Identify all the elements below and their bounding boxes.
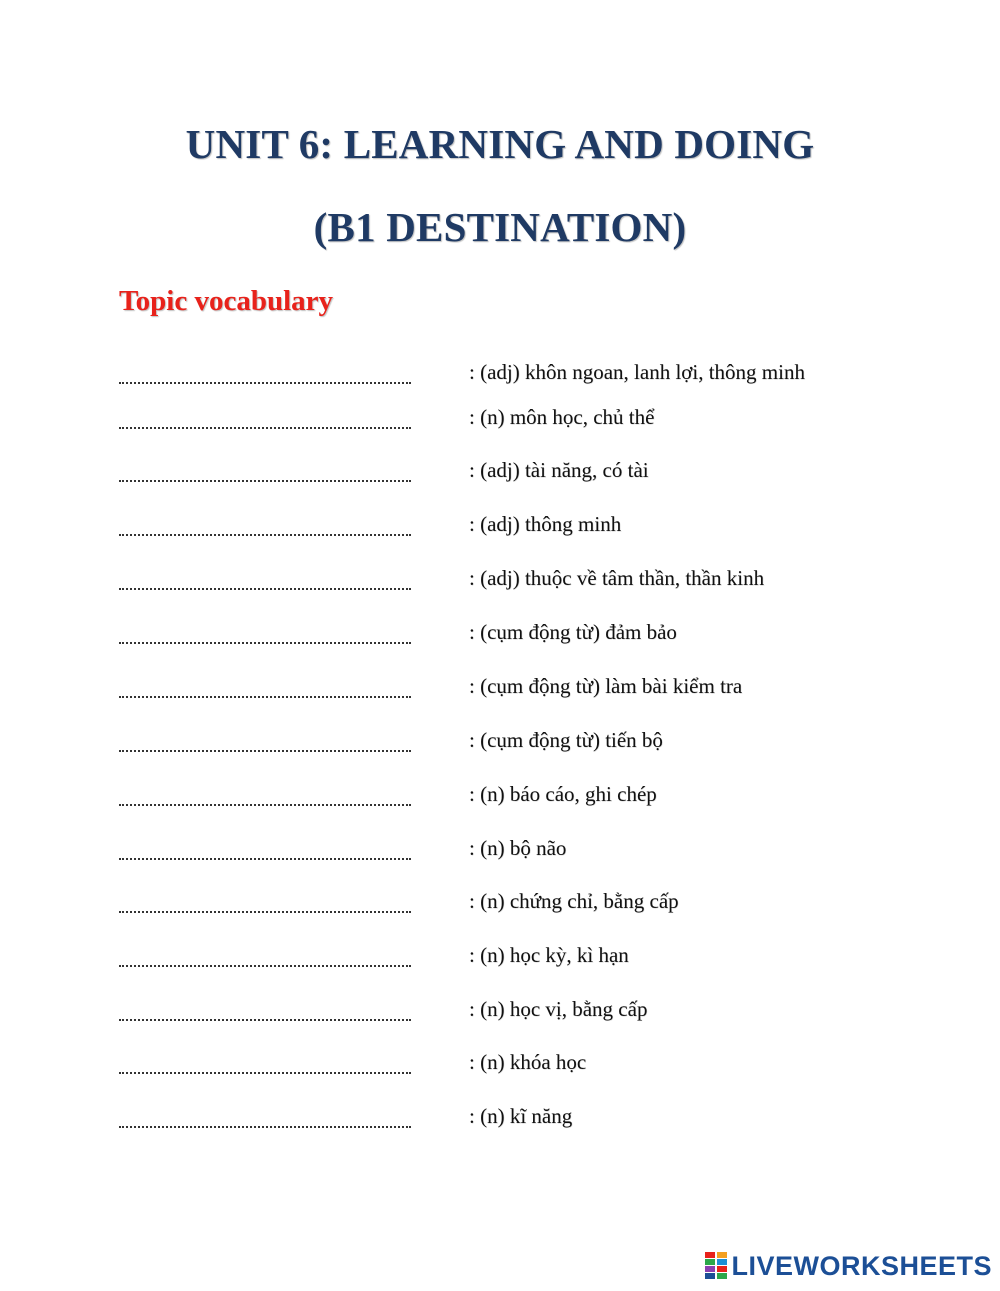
answer-blank[interactable] — [119, 620, 411, 644]
vocab-meaning: : (n) học kỳ, kì hạn — [469, 943, 629, 967]
answer-blank[interactable] — [119, 458, 411, 482]
vocab-meaning: : (n) kĩ năng — [469, 1104, 573, 1128]
vocab-row — [0, 512, 1000, 542]
vocab-row — [0, 943, 1000, 973]
answer-blank[interactable] — [119, 728, 411, 752]
vocab-row — [0, 405, 1000, 435]
vocab-meaning: : (n) môn học, chủ thể — [469, 405, 655, 429]
answer-blank[interactable] — [119, 674, 411, 698]
answer-blank[interactable] — [119, 566, 411, 590]
vocab-row — [0, 889, 1000, 919]
logo-text: LIVEWORKSHEETS — [731, 1250, 992, 1281]
vocab-row — [0, 728, 1000, 758]
answer-blank[interactable] — [119, 997, 411, 1021]
vocab-row — [0, 997, 1000, 1027]
vocab-row — [0, 1050, 1000, 1080]
answer-blank[interactable] — [119, 836, 411, 860]
vocab-meaning: : (cụm động từ) đảm bảo — [469, 620, 677, 644]
vocab-row — [0, 836, 1000, 866]
section-heading: Topic vocabulary — [119, 285, 334, 317]
answer-blank[interactable] — [119, 782, 411, 806]
vocab-meaning: : (adj) khôn ngoan, lanh lợi, thông minh — [469, 360, 805, 384]
vocab-meaning: : (adj) tài năng, có tài — [469, 458, 649, 482]
vocab-row — [0, 458, 1000, 488]
vocab-row — [0, 566, 1000, 596]
vocab-meaning: : (n) báo cáo, ghi chép — [469, 782, 657, 806]
vocab-meaning: : (cụm động từ) làm bài kiểm tra — [469, 674, 743, 698]
vocab-row — [0, 360, 1000, 390]
vocab-meaning: : (n) chứng chỉ, bằng cấp — [469, 889, 679, 913]
vocab-meaning: : (n) khóa học — [469, 1050, 587, 1074]
vocab-row — [0, 1104, 1000, 1134]
vocab-meaning: : (n) bộ não — [469, 836, 567, 860]
answer-blank[interactable] — [119, 1050, 411, 1074]
vocab-row — [0, 674, 1000, 704]
liveworksheets-logo — [705, 1251, 992, 1281]
vocab-meaning: : (n) học vị, bằng cấp — [469, 997, 648, 1021]
answer-blank[interactable] — [119, 889, 411, 913]
answer-blank[interactable] — [119, 943, 411, 967]
answer-blank[interactable] — [119, 405, 411, 429]
vocab-row — [0, 620, 1000, 650]
liveworksheets-logo-icon — [705, 1252, 727, 1280]
vocab-meaning: : (cụm động từ) tiến bộ — [469, 728, 663, 752]
answer-blank[interactable] — [119, 360, 411, 384]
vocab-meaning: : (adj) thuộc về tâm thần, thần kinh — [469, 566, 765, 590]
vocab-row — [0, 782, 1000, 812]
page-title: UNIT 6: LEARNING AND DOING — [185, 121, 815, 167]
page-subtitle: (B1 DESTINATION) — [313, 204, 687, 250]
vocab-meaning: : (adj) thông minh — [469, 512, 622, 536]
answer-blank[interactable] — [119, 1104, 411, 1128]
answer-blank[interactable] — [119, 512, 411, 536]
